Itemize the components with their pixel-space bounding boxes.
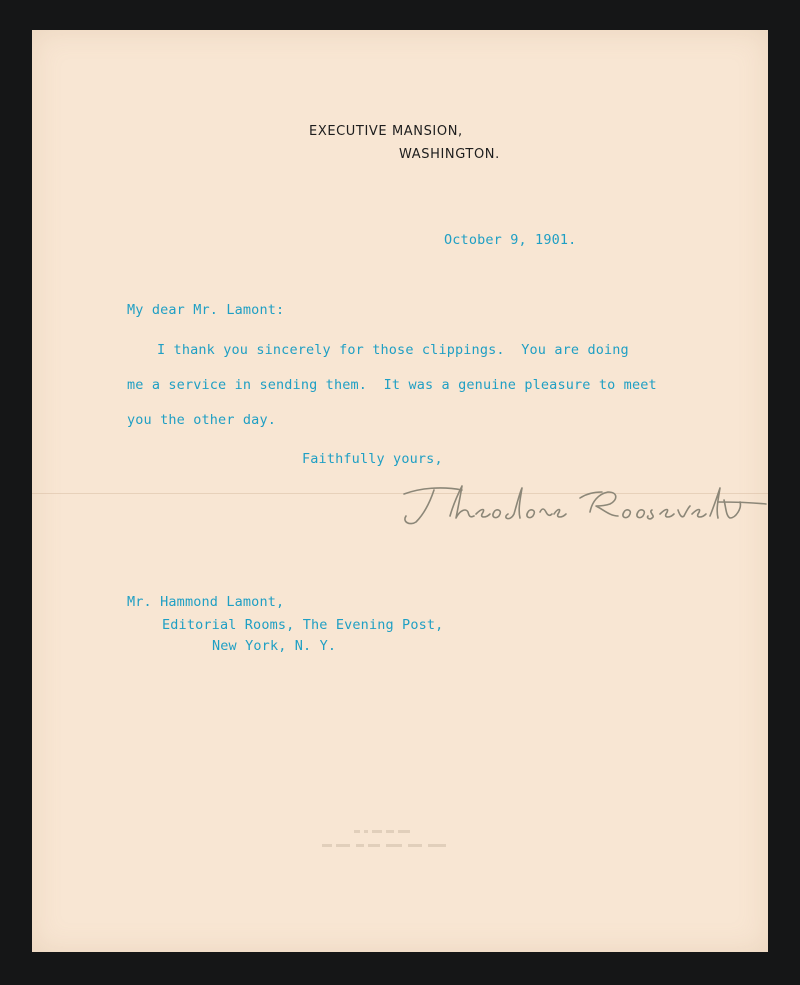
body-line-2: me a service in sending them. It was a genuine pleasure to meet <box>127 377 657 393</box>
letterhead-line-2: WASHINGTON. <box>399 147 500 162</box>
address-line-1: Mr. Hammond Lamont, <box>127 594 285 610</box>
address-line-3: New York, N. Y. <box>212 638 337 654</box>
closing: Faithfully yours, <box>302 451 443 467</box>
address-line-2: Editorial Rooms, The Evening Post, <box>162 617 444 633</box>
letterhead-line-1: EXECUTIVE MANSION, <box>309 124 463 139</box>
faint-watermark <box>302 826 482 856</box>
letter-date: October 9, 1901. <box>444 232 577 248</box>
salutation: My dear Mr. Lamont: <box>127 302 285 318</box>
body-line-3: you the other day. <box>127 412 276 428</box>
signature-image <box>390 472 770 532</box>
body-line-1: I thank you sincerely for those clippings. You are doing <box>157 342 629 358</box>
letter-paper <box>32 30 768 952</box>
